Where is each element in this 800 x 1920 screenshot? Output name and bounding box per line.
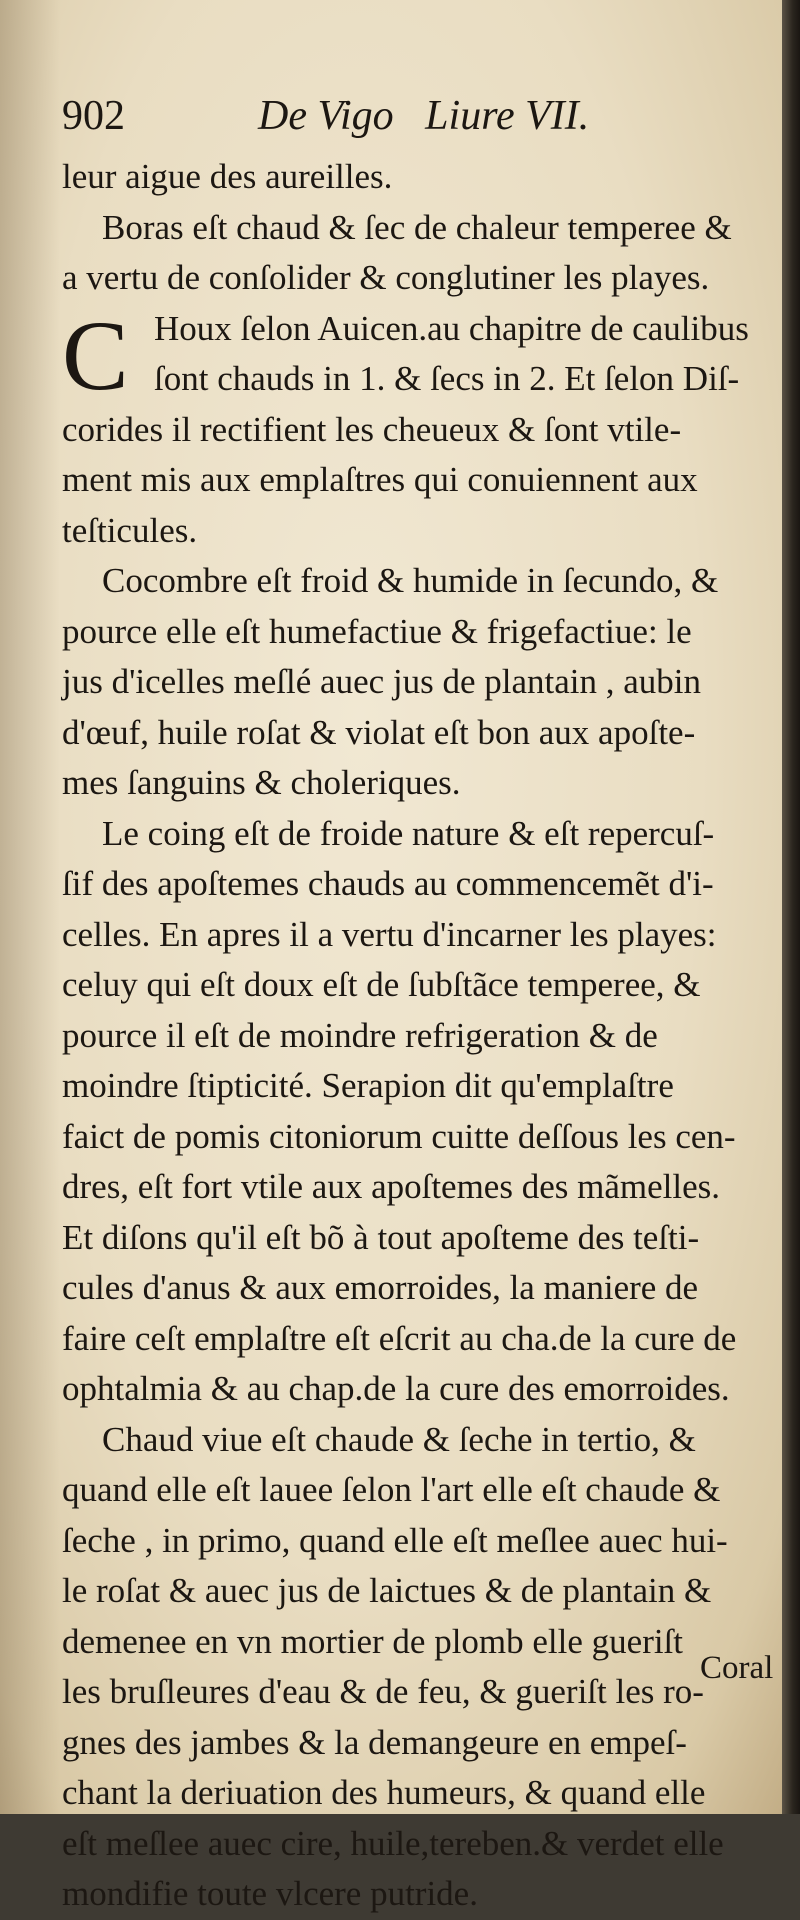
text-line: leur aigue des aureilles. xyxy=(62,157,393,196)
text-line: ſont chauds in 1. & ſecs in 2. Et ſelon Diſ- xyxy=(154,359,740,398)
text-line: le roſat & auec jus de laictues & de plantain & xyxy=(62,1571,712,1610)
text-line: mes ſanguins & choleriques. xyxy=(62,763,461,802)
running-title: De Vigo Liure VII. xyxy=(258,93,590,139)
text-line: eſt meſlee auec cire, huile,tereben.& verdet elle xyxy=(62,1823,724,1863)
text-line: ophtalmia & au chap.de la cure des emorroides. xyxy=(62,1369,730,1408)
text-line: Chaud viue eſt chaude & ſeche in tertio, & xyxy=(102,1419,696,1459)
text-line: corides il rectifient les cheueux & ſont vtile- xyxy=(62,409,682,449)
text-line: pource il eſt de moindre refrigeration & de xyxy=(62,1015,658,1055)
text-line: quand elle eſt lauee ſelon l'art elle eſt chaude & xyxy=(62,1470,721,1509)
text-line: faire ceſt emplaſtre eſt eſcrit au cha.de la cure de xyxy=(62,1318,737,1358)
text-line: mondifie toute vlcere putride. xyxy=(62,1874,478,1913)
text-line: celles. En apres il a vertu d'incarner les playes: xyxy=(62,914,717,954)
text-line: cules d'anus & aux emorroides, la maniere de xyxy=(62,1268,699,1307)
text-line: les bruſleures d'eau & de feu, & gueriſt les ro- xyxy=(62,1672,704,1711)
text-line: demenee en vn mortier de plomb elle gueriſt xyxy=(62,1621,684,1661)
text-line: celuy qui eſt doux eſt de ſubſtãce temperee, & xyxy=(62,965,701,1004)
text-line: Et diſons qu'il eſt bõ à tout apoſteme des teſti- xyxy=(62,1217,700,1257)
text-line: d'œuf, huile roſat & violat eſt bon aux apoſte- xyxy=(62,712,696,752)
text-line: gnes des jambes & la demangeure en empeſ- xyxy=(62,1722,687,1762)
text-line: Houx ſelon Auicen.au chapitre de caulibus xyxy=(154,308,749,348)
text-line: faict de pomis citoniorum cuitte deſſous les cen- xyxy=(62,1116,736,1156)
text-line: ſif des apoſtemes chauds au commencemẽt d'i- xyxy=(62,864,714,903)
text-line: a vertu de conſolider & conglutiner les playes. xyxy=(62,258,710,297)
page-number: 902 xyxy=(62,93,125,139)
text-line: Cocombre eſt froid & humide in ſecundo, & xyxy=(102,561,719,600)
text-line: ment mis aux emplaſtres qui conuiennent aux xyxy=(62,460,698,499)
text-line: pource elle eſt humefactiue & frigefactiue: le xyxy=(62,611,692,651)
text-line: Le coing eſt de froide nature & eſt repercuſ- xyxy=(102,813,715,853)
text-line: Boras eſt chaud & ſec de chaleur temperee & xyxy=(102,207,732,247)
catchword: Coral xyxy=(700,1650,774,1686)
text-line: ſeche , in primo, quand elle eſt meſlee auec hui- xyxy=(62,1520,728,1560)
body-text xyxy=(62,152,784,1920)
page-header xyxy=(62,92,702,152)
text-line: moindre ſtipticité. Serapion dit qu'emplaſtre xyxy=(62,1066,674,1105)
text-line: chant la deriuation des humeurs, & quand elle xyxy=(62,1773,706,1812)
dropcap-paragraph xyxy=(62,299,784,411)
drop-cap-letter: C xyxy=(62,299,129,411)
text-line: dres, eſt fort vtile aux apoſtemes des mãmelles. xyxy=(62,1167,720,1206)
text-line: jus d'icelles meſlé auec jus de plantain , aubin xyxy=(62,662,702,701)
text-line: teſticules. xyxy=(62,510,198,550)
